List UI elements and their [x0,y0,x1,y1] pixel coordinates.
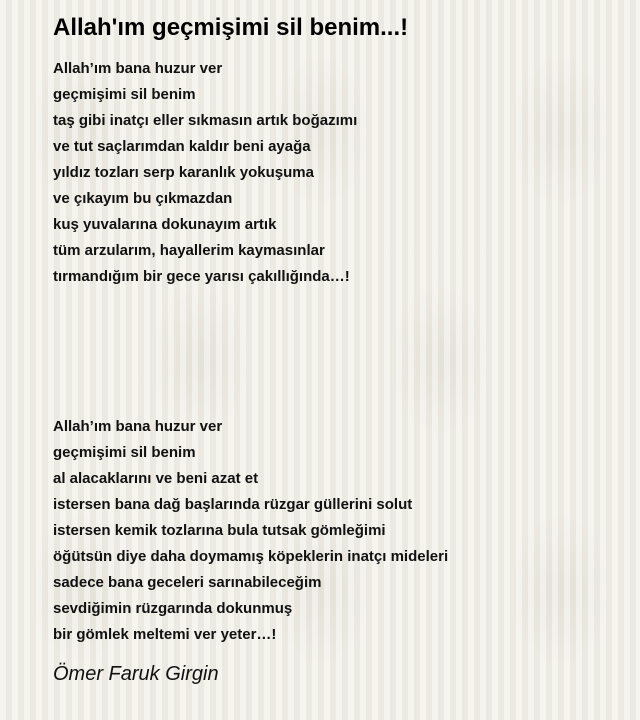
poem-line: al alacaklarını ve beni azat et [53,470,259,487]
poem-page [53,12,623,688]
poem-author: Ömer Faruk Girgin [53,663,219,685]
poem-line: Allah’ım bana huzur ver [53,418,223,435]
poem-line: tırmandığım bir gece yarısı çakıllığında…! [53,268,350,285]
stanza-1 [53,56,623,290]
poem-line: yıldız tozları serp karanlık yokuşuma [53,164,314,181]
poem-line: geçmişimi sil benim [53,444,196,461]
poem-line: geçmişimi sil benim [53,86,196,103]
poem-line: kuş yuvalarına dokunayım artık [53,216,277,233]
poem-line: öğütsün diye daha doymamış köpeklerin inatçı mideleri [53,548,449,565]
poem-line: taş gibi inatçı eller sıkmasın artık boğazımı [53,112,358,129]
poem-line: Allah’ım bana huzur ver [53,60,223,77]
poem-title: Allah'ım geçmişimi sil benim...! [53,14,409,41]
poem-line: sevdiğimin rüzgarında dokunmuş [53,600,293,617]
poem-line: bir gömlek meltemi ver yeter…! [53,626,277,643]
poem-line: sadece bana geceleri sarınabileceğim [53,574,322,591]
poem-line: ve tut saçlarımdan kaldır beni ayağa [53,138,311,155]
stanza-2 [53,414,623,648]
poem-line: tüm arzularım, hayallerim kaymasınlar [53,242,325,259]
poem-line: ve çıkayım bu çıkmazdan [53,190,233,207]
poem-line: istersen bana dağ başlarında rüzgar güllerini solut [53,496,413,513]
poem-line: istersen kemik tozlarına bula tutsak gömleğimi [53,522,386,539]
